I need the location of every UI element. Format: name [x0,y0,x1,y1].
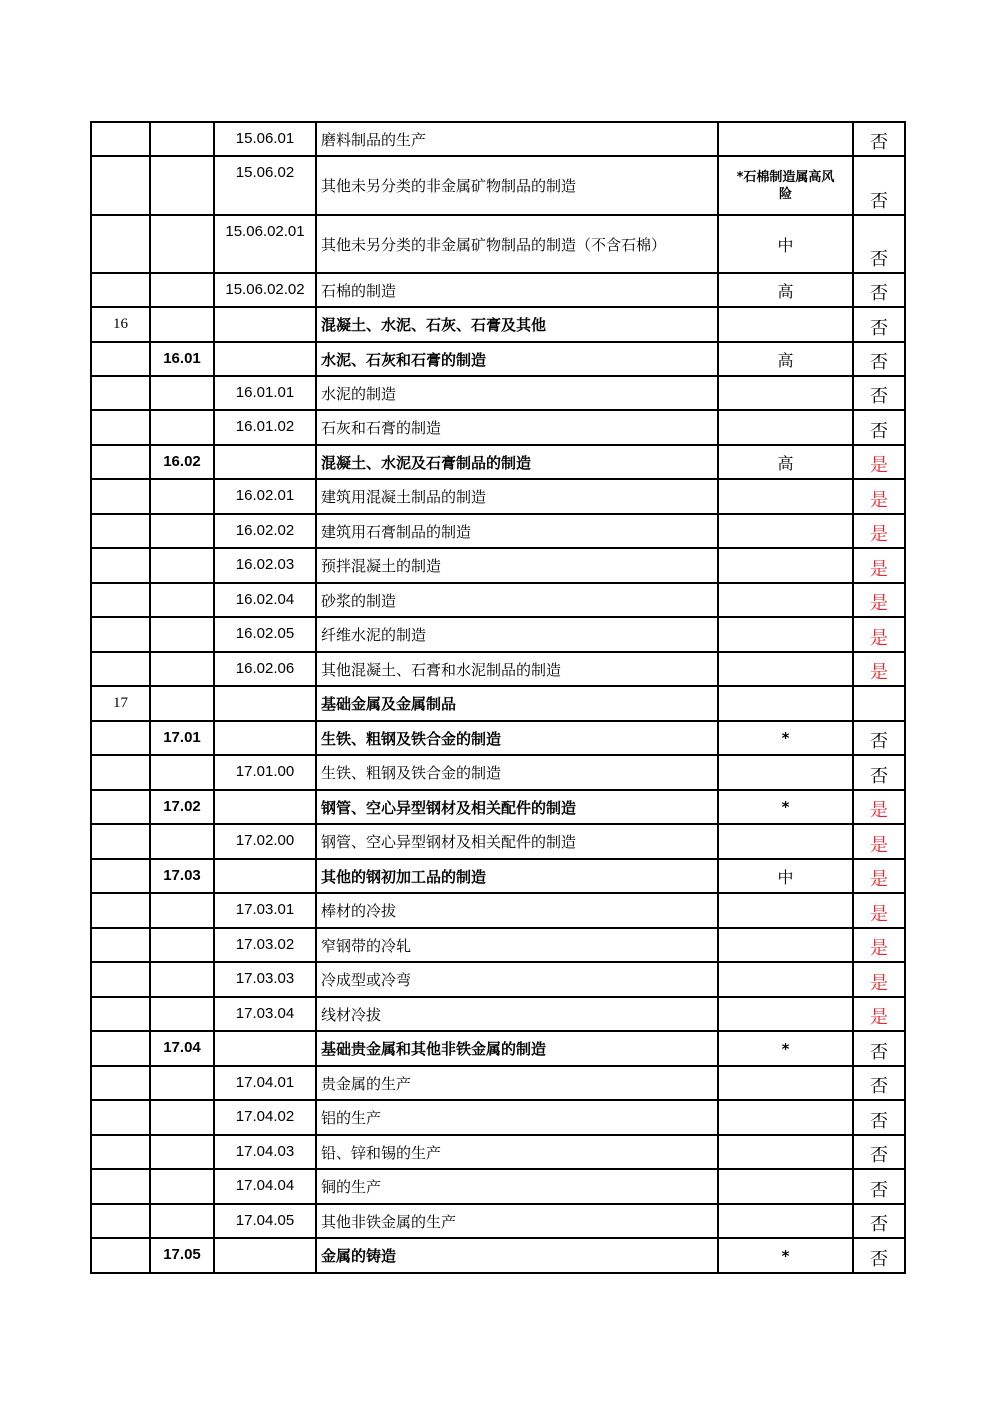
answer-cell: 否 [853,307,905,342]
name-cell: 线材冷拔 [316,997,718,1031]
level2-code-cell [150,479,214,514]
name-cell: 贵金属的生产 [316,1066,718,1100]
table-row [91,514,905,548]
level2-code-cell [150,893,214,928]
risk-cell [718,962,853,997]
name-cell: 其他的钢初加工品的制造 [316,859,718,893]
level1-code-cell [91,156,150,215]
answer-cell: 是 [853,997,905,1031]
level2-code-cell: 17.04 [150,1031,214,1066]
code-cell [214,342,316,376]
risk-cell [718,514,853,548]
risk-cell [718,479,853,514]
level1-code-cell [91,790,150,824]
code-cell: 17.03.02 [214,928,316,962]
risk-cell [718,824,853,859]
level1-code-cell [91,514,150,548]
level1-code-cell [91,122,150,156]
level1-code-cell [91,755,150,790]
name-cell: 冷成型或冷弯 [316,962,718,997]
risk-cell: * [718,1238,853,1273]
level2-code-cell [150,997,214,1031]
code-cell: 17.02.00 [214,824,316,859]
table-row [91,686,905,721]
risk-cell [718,1135,853,1169]
table-row [91,1066,905,1100]
table-row [91,122,905,156]
code-cell [214,1031,316,1066]
answer-cell: 是 [853,548,905,583]
level1-code-cell [91,893,150,928]
level1-code-cell [91,445,150,479]
name-cell: 生铁、粗钢及铁合金的制造 [316,755,718,790]
risk-cell [718,548,853,583]
table-row [91,215,905,273]
level1-code-cell [91,1135,150,1169]
name-cell: 钢管、空心异型钢材及相关配件的制造 [316,824,718,859]
risk-cell [718,652,853,686]
risk-cell [718,307,853,342]
level1-code-cell [91,824,150,859]
level2-code-cell: 17.03 [150,859,214,893]
name-cell: 窄钢带的冷轧 [316,928,718,962]
risk-cell: * [718,1031,853,1066]
table-row [91,342,905,376]
level2-code-cell [150,215,214,273]
code-cell: 17.03.01 [214,893,316,928]
name-cell: 铜的生产 [316,1169,718,1204]
code-cell: 17.04.01 [214,1066,316,1100]
name-cell: 石棉的制造 [316,273,718,307]
risk-cell [718,1169,853,1204]
answer-cell: 否 [853,1031,905,1066]
name-cell: 水泥、石灰和石膏的制造 [316,342,718,376]
level2-code-cell [150,156,214,215]
answer-cell: 是 [853,514,905,548]
answer-cell: 是 [853,824,905,859]
table-row [91,962,905,997]
name-cell: 纤维水泥的制造 [316,617,718,652]
name-cell: 基础金属及金属制品 [316,686,718,721]
risk-cell: 中 [718,859,853,893]
level2-code-cell [150,514,214,548]
level2-code-cell [150,122,214,156]
risk-cell [718,376,853,410]
table-row [91,273,905,307]
risk-cell: 高 [718,342,853,376]
code-cell [214,445,316,479]
name-cell: 其他非铁金属的生产 [316,1204,718,1238]
risk-cell [718,997,853,1031]
risk-cell [718,1100,853,1135]
code-cell: 16.02.01 [214,479,316,514]
answer-cell: 是 [853,617,905,652]
level2-code-cell: 16.02 [150,445,214,479]
answer-cell: 是 [853,790,905,824]
code-cell: 15.06.01 [214,122,316,156]
risk-cell [718,583,853,617]
level2-code-cell: 17.02 [150,790,214,824]
answer-cell: 否 [853,410,905,445]
table-row [91,445,905,479]
code-cell [214,1238,316,1273]
level1-code-cell [91,962,150,997]
risk-cell [718,617,853,652]
risk-cell: * [718,721,853,755]
answer-cell: 否 [853,122,905,156]
level1-code-cell [91,376,150,410]
level2-code-cell [150,1169,214,1204]
code-cell: 15.06.02 [214,156,316,215]
name-cell: 其他未另分类的非金属矿物制品的制造（不含石棉） [316,215,718,273]
table-row [91,307,905,342]
table-row [91,410,905,445]
level1-code-cell [91,410,150,445]
level2-code-cell [150,686,214,721]
level1-code-cell [91,1066,150,1100]
level2-code-cell [150,652,214,686]
answer-cell: 否 [853,215,905,273]
table-row [91,583,905,617]
code-cell: 17.03.04 [214,997,316,1031]
risk-cell [718,755,853,790]
answer-cell: 否 [853,342,905,376]
answer-cell: 否 [853,755,905,790]
industry-classification-table [90,121,906,1274]
level2-code-cell [150,1135,214,1169]
risk-cell [718,893,853,928]
table-row [91,824,905,859]
level2-code-cell [150,1066,214,1100]
code-cell: 17.04.02 [214,1100,316,1135]
code-cell: 16.01.01 [214,376,316,410]
level1-code-cell [91,342,150,376]
table-row [91,617,905,652]
level2-code-cell [150,824,214,859]
level2-code-cell [150,962,214,997]
level2-code-cell [150,1100,214,1135]
answer-cell: 是 [853,962,905,997]
answer-cell: 是 [853,859,905,893]
table-row [91,1204,905,1238]
name-cell: 钢管、空心异型钢材及相关配件的制造 [316,790,718,824]
level1-code-cell [91,583,150,617]
risk-cell [718,410,853,445]
name-cell: 石灰和石膏的制造 [316,410,718,445]
level2-code-cell [150,273,214,307]
table-row [91,721,905,755]
answer-cell: 否 [853,376,905,410]
risk-cell [718,928,853,962]
table-row [91,652,905,686]
table-row [91,893,905,928]
code-cell [214,686,316,721]
answer-cell [853,686,905,721]
answer-cell: 否 [853,273,905,307]
table-body [91,122,905,1273]
answer-cell: 是 [853,479,905,514]
code-cell: 17.01.00 [214,755,316,790]
name-cell: 磨料制品的生产 [316,122,718,156]
answer-cell: 否 [853,1169,905,1204]
table-row [91,755,905,790]
table-row [91,479,905,514]
answer-cell: 是 [853,893,905,928]
level1-code-cell [91,1031,150,1066]
answer-cell: 否 [853,1100,905,1135]
table-row [91,997,905,1031]
risk-cell: 高 [718,445,853,479]
code-cell: 16.01.02 [214,410,316,445]
risk-cell [718,1066,853,1100]
level1-code-cell [91,479,150,514]
level2-code-cell [150,1204,214,1238]
level2-code-cell: 17.01 [150,721,214,755]
level2-code-cell [150,307,214,342]
code-cell [214,859,316,893]
level2-code-cell [150,548,214,583]
answer-cell: 否 [853,1204,905,1238]
code-cell: 17.03.03 [214,962,316,997]
name-cell: 基础贵金属和其他非铁金属的制造 [316,1031,718,1066]
level1-code-cell [91,859,150,893]
level2-code-cell [150,617,214,652]
level1-code-cell [91,548,150,583]
answer-cell: 否 [853,1135,905,1169]
answer-cell: 否 [853,1238,905,1273]
answer-cell: 否 [853,156,905,215]
code-cell [214,790,316,824]
code-cell: 16.02.05 [214,617,316,652]
table-row [91,548,905,583]
table-row [91,928,905,962]
name-cell: 建筑用石膏制品的制造 [316,514,718,548]
table-row [91,859,905,893]
name-cell: 预拌混凝土的制造 [316,548,718,583]
level1-code-cell [91,652,150,686]
level2-code-cell: 17.05 [150,1238,214,1273]
name-cell: 金属的铸造 [316,1238,718,1273]
code-cell: 16.02.06 [214,652,316,686]
name-cell: 生铁、粗钢及铁合金的制造 [316,721,718,755]
level1-code-cell: 16 [91,307,150,342]
level1-code-cell [91,215,150,273]
code-cell: 16.02.02 [214,514,316,548]
answer-cell: 是 [853,652,905,686]
name-cell: 棒材的冷拔 [316,893,718,928]
level2-code-cell [150,583,214,617]
code-cell: 17.04.04 [214,1169,316,1204]
code-cell: 17.04.05 [214,1204,316,1238]
name-cell: 铅、锌和锡的生产 [316,1135,718,1169]
risk-cell [718,686,853,721]
level1-code-cell [91,273,150,307]
level2-code-cell [150,410,214,445]
table-row [91,1169,905,1204]
risk-cell: 高 [718,273,853,307]
table-row [91,1238,905,1273]
level2-code-cell [150,755,214,790]
name-cell: 砂浆的制造 [316,583,718,617]
answer-cell: 是 [853,445,905,479]
name-cell: 混凝土、水泥、石灰、石膏及其他 [316,307,718,342]
name-cell: 水泥的制造 [316,376,718,410]
level1-code-cell [91,721,150,755]
risk-cell: * [718,790,853,824]
level2-code-cell: 16.01 [150,342,214,376]
code-cell: 17.04.03 [214,1135,316,1169]
code-cell [214,307,316,342]
level1-code-cell [91,997,150,1031]
name-cell: 建筑用混凝土制品的制造 [316,479,718,514]
table-row [91,1135,905,1169]
table-row [91,1031,905,1066]
risk-cell [718,122,853,156]
level2-code-cell [150,376,214,410]
level1-code-cell [91,1238,150,1273]
risk-cell: *石棉制造属高风 险 [718,156,853,215]
level2-code-cell [150,928,214,962]
name-cell: 其他未另分类的非金属矿物制品的制造 [316,156,718,215]
level1-code-cell [91,1100,150,1135]
name-cell: 铝的生产 [316,1100,718,1135]
table-row [91,156,905,215]
level1-code-cell [91,617,150,652]
table-row [91,376,905,410]
answer-cell: 是 [853,928,905,962]
name-cell: 其他混凝土、石膏和水泥制品的制造 [316,652,718,686]
code-cell: 16.02.04 [214,583,316,617]
answer-cell: 否 [853,1066,905,1100]
code-cell: 15.06.02.01 [214,215,316,273]
level1-code-cell [91,928,150,962]
answer-cell: 是 [853,583,905,617]
code-cell: 16.02.03 [214,548,316,583]
code-cell [214,721,316,755]
level1-code-cell [91,1169,150,1204]
code-cell: 15.06.02.02 [214,273,316,307]
table-row [91,1100,905,1135]
risk-cell [718,1204,853,1238]
level1-code-cell [91,1204,150,1238]
name-cell: 混凝土、水泥及石膏制品的制造 [316,445,718,479]
level1-code-cell: 17 [91,686,150,721]
answer-cell: 否 [853,721,905,755]
table-row [91,790,905,824]
risk-cell: 中 [718,215,853,273]
